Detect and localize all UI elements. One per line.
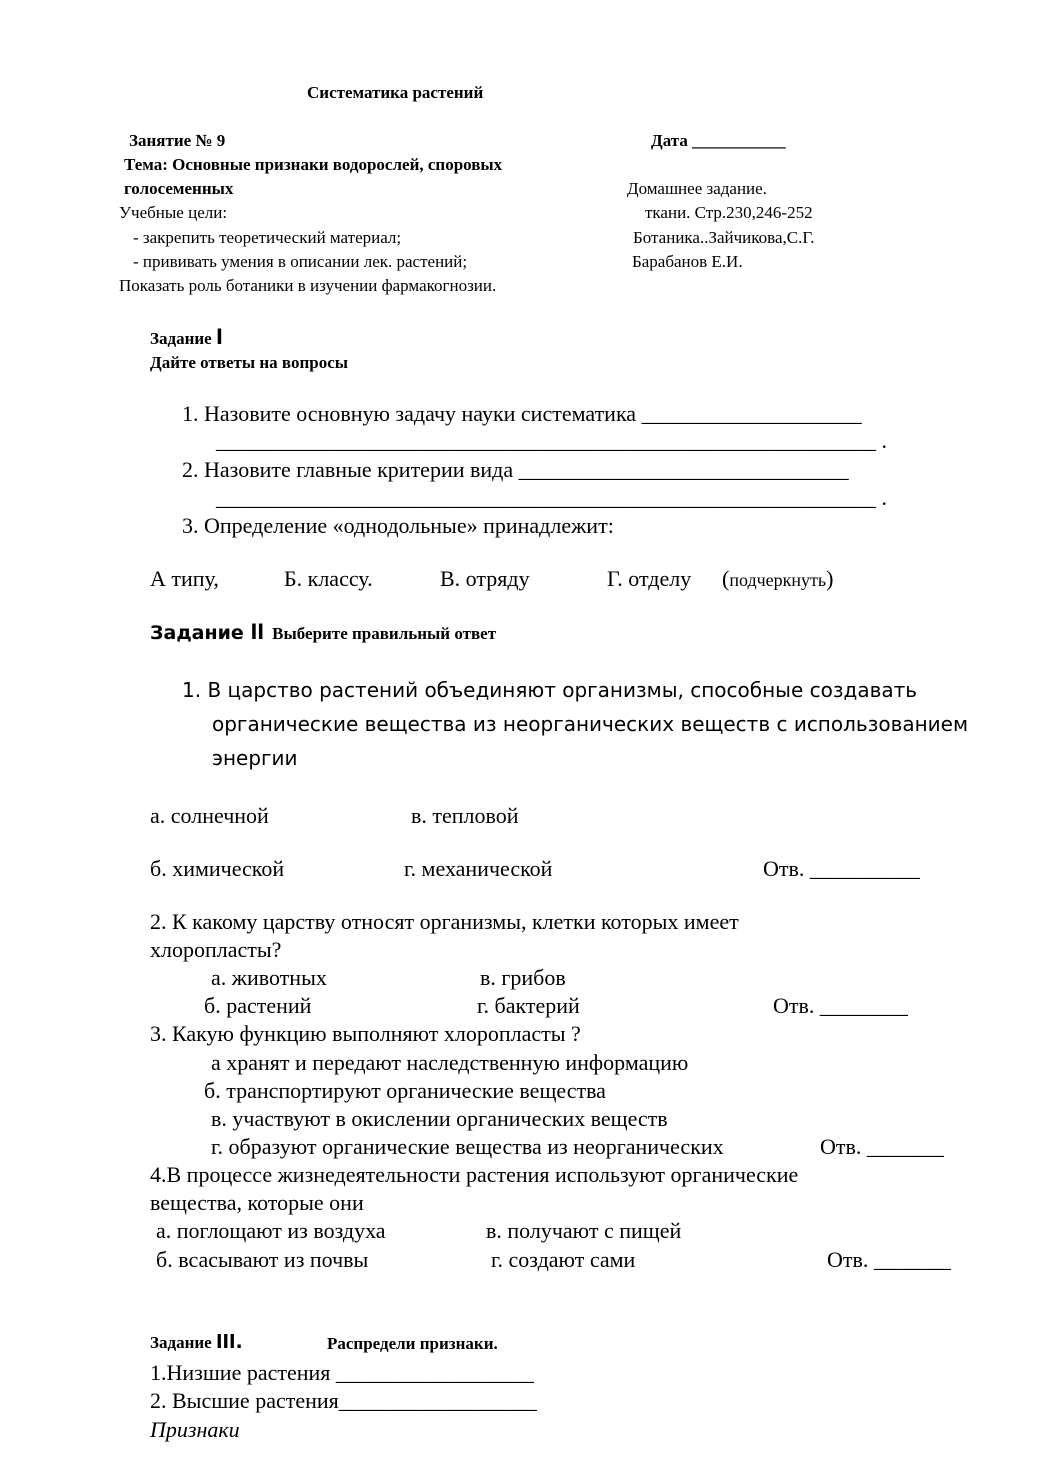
topic-line-1: Тема: Основные признаки водорослей, споровых	[124, 155, 503, 174]
homework-line-3: Барабанов Е.И.	[632, 252, 743, 271]
task2-q4-line-1: 4.В процессе жизнедеятельности растения используют органические	[150, 1162, 799, 1187]
task1-note-close: )	[826, 566, 834, 591]
task1-question-2: 2. Назовите главные критерии вида ______________________________	[182, 457, 849, 482]
task2-q3-option-a: а хранят и передают наследственную информацию	[211, 1050, 689, 1075]
task1-subtitle: Дайте ответы на вопросы	[150, 353, 349, 372]
task2-q4-line-2: вещества, которые они	[150, 1190, 364, 1215]
homework-line-2: Ботаника..Зайчикова,С.Г.	[633, 228, 815, 247]
task1-option-v: В. отряду	[440, 566, 530, 591]
task1-answer-line-1: ____________________________________________________________ .	[216, 428, 887, 453]
task2-q3-line-1: 3. Какую функцию выполняют хлоропласты ?	[150, 1021, 581, 1046]
task1-note-open: (	[722, 566, 730, 591]
task2-q4-answer: Отв. _______	[827, 1247, 951, 1272]
page-title: Систематика растений	[307, 83, 484, 102]
task2-q1-line-2: органические вещества из неорганических веществ с использованием	[212, 712, 969, 736]
lesson-number: Занятие № 9	[129, 131, 226, 150]
task3-title-word: Задание	[150, 1333, 216, 1352]
task1-note-text: подчеркнуть	[729, 570, 827, 590]
task2-q2-line-1: 2. К какому царству относят организмы, клетки которых имеет	[150, 909, 739, 934]
task2-q1-option-g: г. механической	[404, 856, 553, 881]
goal-3: Показать роль ботаники в изучении фармакогнозии.	[119, 276, 497, 295]
date-field: Дата ___________	[651, 131, 786, 150]
task3-item-2: 2. Высшие растения__________________	[150, 1388, 537, 1413]
task2-q2-answer: Отв. ________	[773, 993, 908, 1018]
task2-q3-option-b: б. транспортируют органические вещества	[204, 1078, 606, 1103]
task2-q1-line-1: 1. В царство растений объединяют организмы, способные создавать	[182, 678, 918, 702]
task2-q2-option-g: г. бактерий	[477, 993, 580, 1018]
task2-q4-option-a: а. поглощают из воздуха	[156, 1218, 386, 1243]
task3-subtitle: Распредели признаки.	[327, 1334, 498, 1353]
task1-option-g: Г. отделу	[607, 566, 692, 591]
task1-title-num: l	[215, 325, 223, 349]
task2-q4-option-b: б. всасывают из почвы	[156, 1247, 369, 1272]
task1-answer-line-2: ____________________________________________________________ .	[216, 485, 887, 510]
task2-subtitle: Выберите правильный ответ	[272, 624, 497, 643]
task2-q2-line-2: хлоропласты?	[150, 937, 282, 962]
topic-line-2: голосеменных	[124, 179, 234, 198]
task1-question-3: 3. Определение «однодольные» принадлежит:	[182, 513, 614, 538]
task3-signs-label: Признаки	[150, 1417, 240, 1442]
task3-title	[150, 1331, 243, 1354]
task2-q1-answer: Отв. __________	[763, 856, 920, 881]
task2-q3-answer: Отв. _______	[820, 1134, 944, 1159]
task2-q3-option-g: г. образуют органические вещества из неорганических	[211, 1134, 724, 1159]
task2-title-word: Задание	[150, 622, 251, 644]
homework-title: Домашнее задание.	[627, 179, 767, 198]
goal-2: - прививать умения в описании лек. растений;	[133, 252, 468, 271]
task2-q4-option-g: г. создают сами	[491, 1247, 636, 1272]
task3-title-num: lll.	[215, 1331, 243, 1353]
task2-q2-option-v: в. грибов	[480, 965, 566, 990]
task3-item-1: 1.Низшие растения __________________	[150, 1360, 534, 1385]
task2-q4-option-v: в. получают с пищей	[486, 1218, 682, 1243]
task1-note	[722, 565, 833, 594]
goals-title: Учебные цели:	[119, 203, 228, 222]
task2-q1-line-3: энергии	[212, 746, 298, 770]
task1-option-a: А типу,	[150, 566, 219, 591]
task1-title-word: Задание	[150, 329, 216, 348]
task2-title	[150, 618, 496, 649]
task2-q1-option-a: а. солнечной	[150, 803, 269, 828]
task2-q3-option-v: в. участвуют в окислении органических веществ	[211, 1106, 668, 1131]
task1-title	[150, 326, 223, 350]
task1-option-b: Б. классу.	[284, 566, 373, 591]
homework-line-1: ткани. Стр.230,246-252	[645, 203, 813, 222]
task2-q1-option-v: в. тепловой	[411, 803, 519, 828]
task2-q2-option-b: б. растений	[204, 993, 312, 1018]
task2-q1-option-b: б. химической	[150, 856, 285, 881]
task1-question-1: 1. Назовите основную задачу науки систематика ____________________	[182, 401, 862, 426]
goal-1: - закрепить теоретический материал;	[133, 228, 402, 247]
task2-title-num: ll	[250, 620, 265, 644]
task2-q2-option-a: а. животных	[211, 965, 327, 990]
